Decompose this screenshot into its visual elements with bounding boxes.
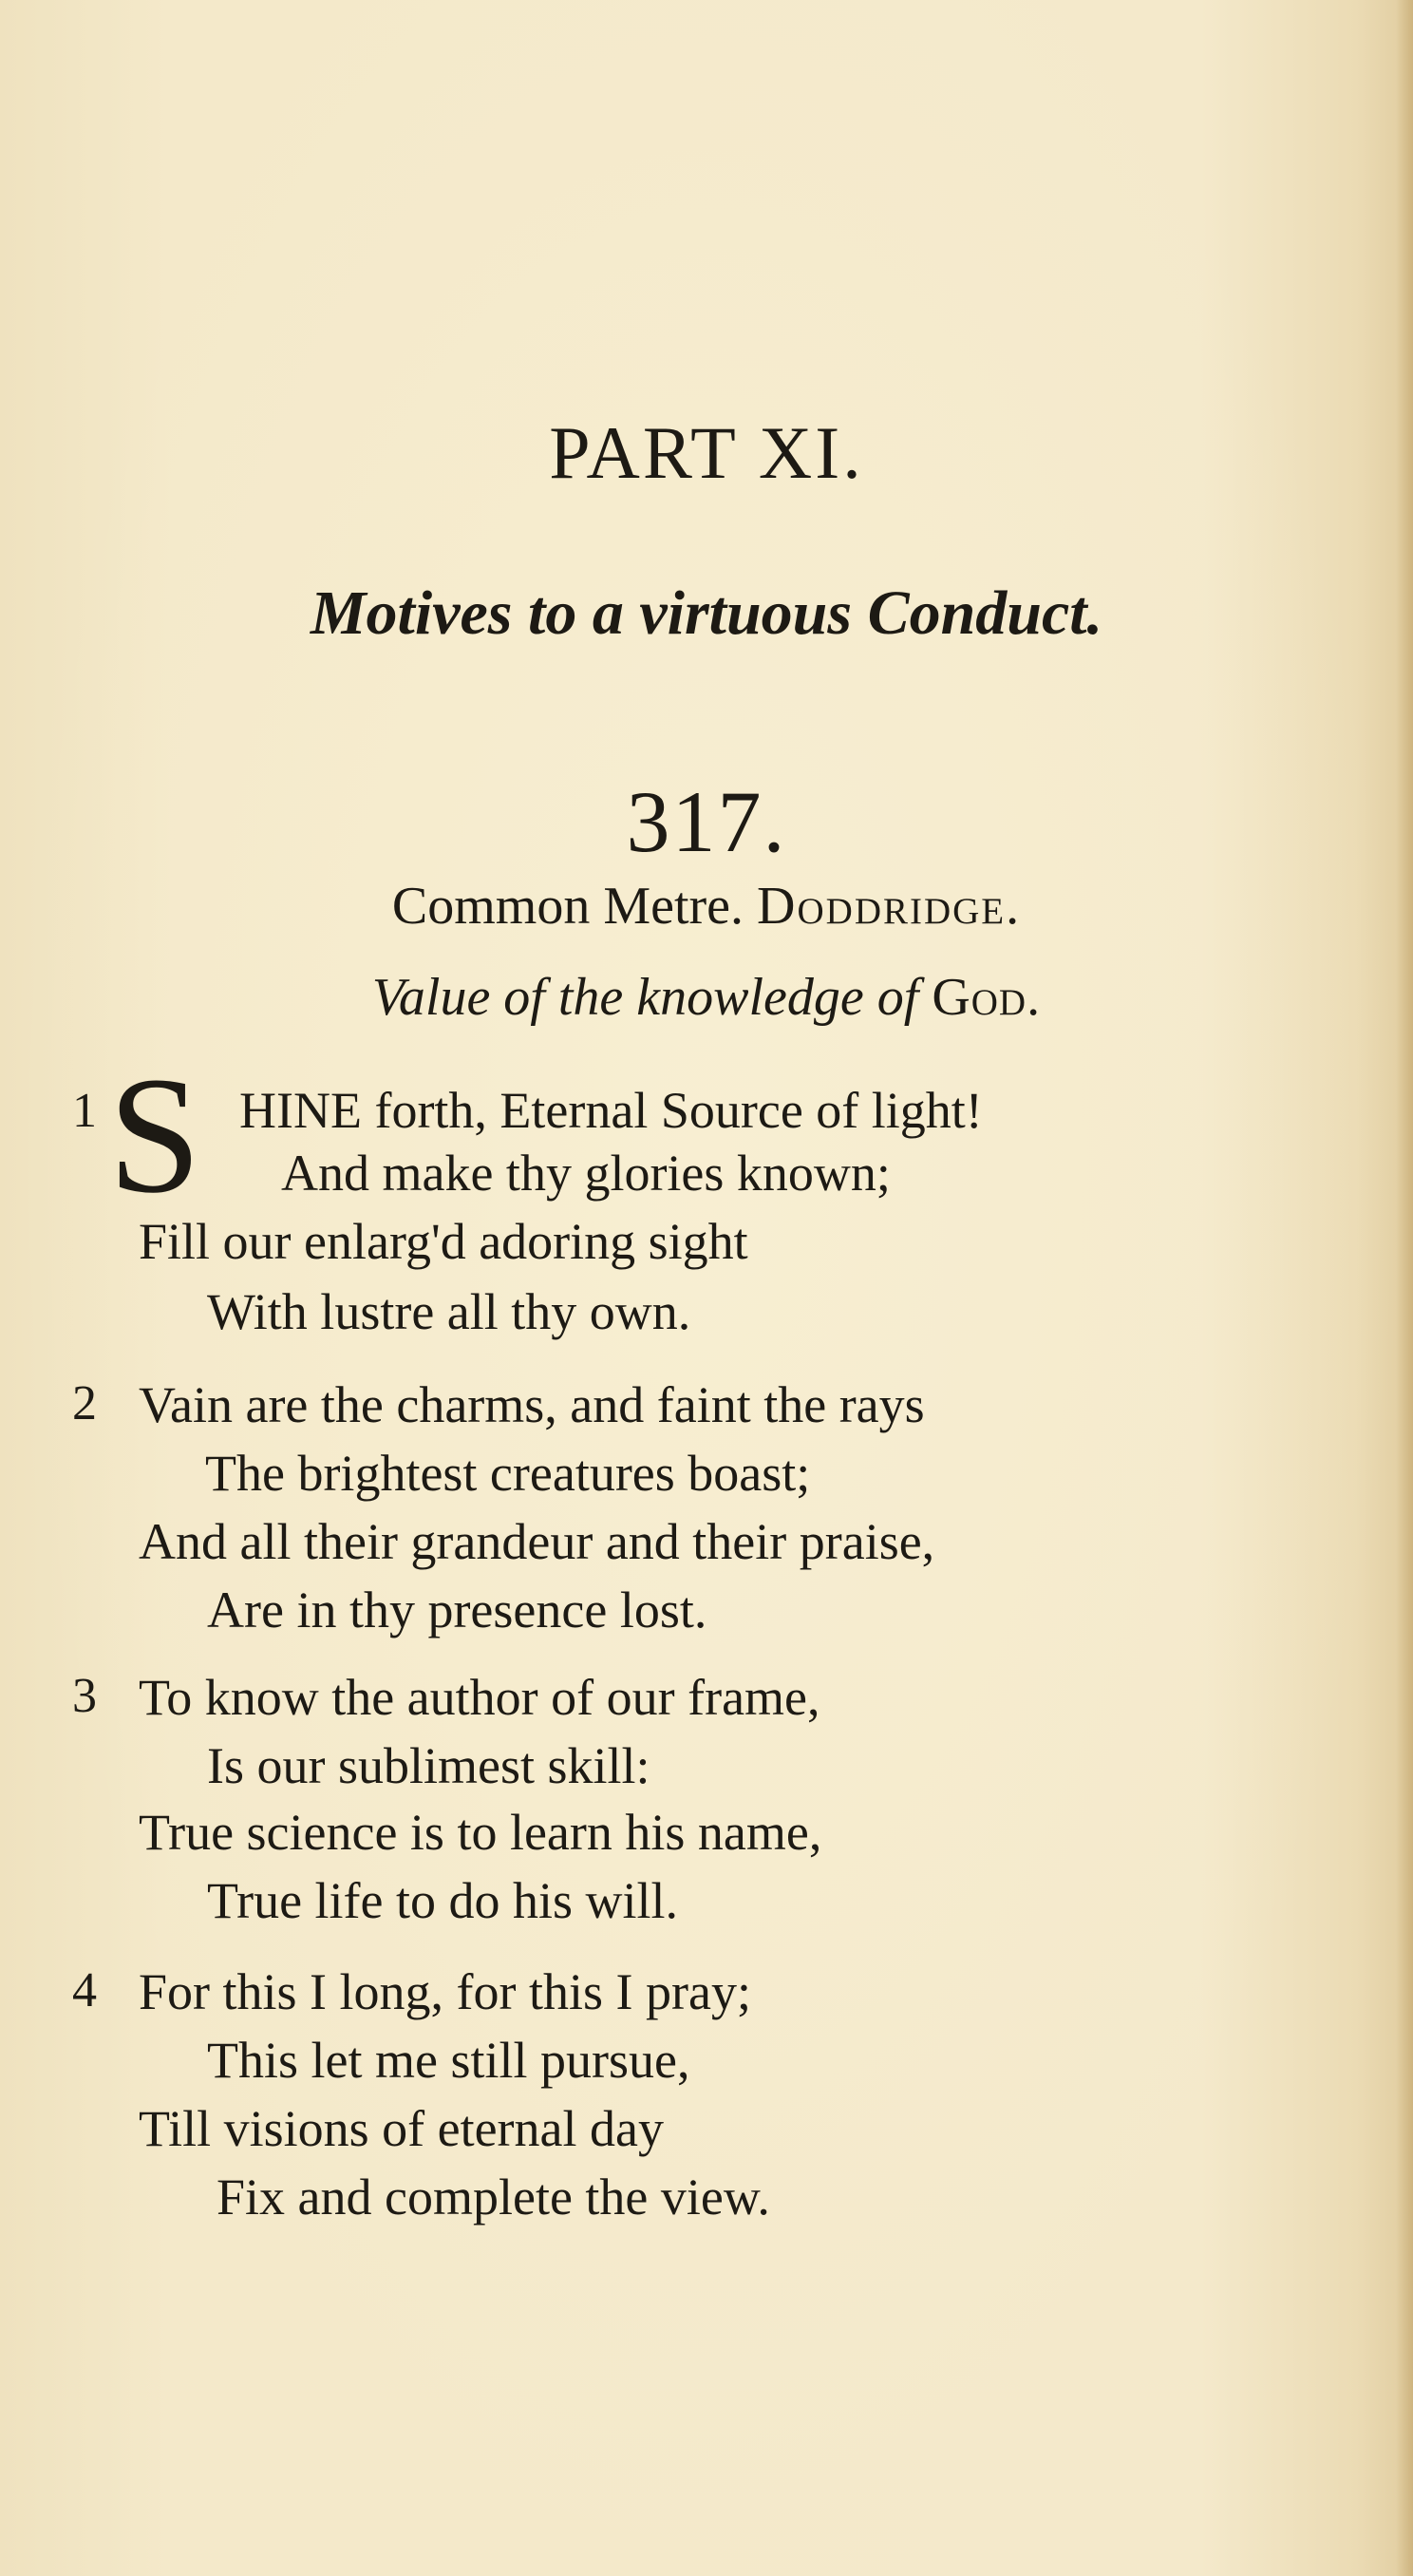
part-heading: PART XI.	[549, 411, 864, 494]
verse-number: 4	[72, 1963, 97, 2017]
verse-line: Fill our enlarg'd adoring sight	[139, 1213, 748, 1270]
verse-line: True life to do his will.	[207, 1872, 679, 1929]
page-edge	[1396, 0, 1413, 2576]
hymn-metre: Common Metre.	[391, 877, 744, 936]
hymn-title-name: God.	[932, 968, 1042, 1027]
verse-line: With lustre all thy own.	[207, 1283, 691, 1340]
verse-line: Fix and complete the view.	[217, 2169, 770, 2226]
verse-line: True science is to learn his name,	[139, 1804, 822, 1861]
hymn-author: Doddridge.	[757, 877, 1022, 936]
verse-line: This let me still pursue,	[207, 2032, 690, 2089]
verse-line: To know the author of our frame,	[139, 1669, 820, 1726]
verse-line: Are in thy presence lost.	[207, 1582, 707, 1638]
hymn-number: 317.	[626, 773, 787, 870]
part-subtitle: Motives to a virtuous Conduct.	[310, 578, 1103, 648]
verse-line: Till visions of eternal day	[139, 2100, 664, 2157]
verse-number: 2	[72, 1376, 97, 1430]
verse-line: For this I long, for this I pray;	[139, 1963, 751, 2020]
verse-line: HINE forth, Eternal Source of light!	[239, 1082, 983, 1139]
hymn-metre-line	[0, 876, 1413, 937]
verse-line: Vain are the charms, and faint the rays	[139, 1376, 925, 1433]
drop-cap: S	[108, 1043, 201, 1228]
verse-line: And all their grandeur and their praise,	[139, 1513, 935, 1570]
verse-number: 3	[72, 1669, 97, 1723]
verse-number: 1	[72, 1084, 97, 1138]
hymn-title	[0, 967, 1413, 1028]
verse-line: The brightest creatures boast;	[205, 1445, 811, 1502]
verse-line: Is our sublimest skill:	[207, 1737, 650, 1794]
verse-line: And make thy glories known;	[281, 1145, 891, 1202]
hymn-title-italic: Value of the knowledge of	[371, 968, 919, 1027]
